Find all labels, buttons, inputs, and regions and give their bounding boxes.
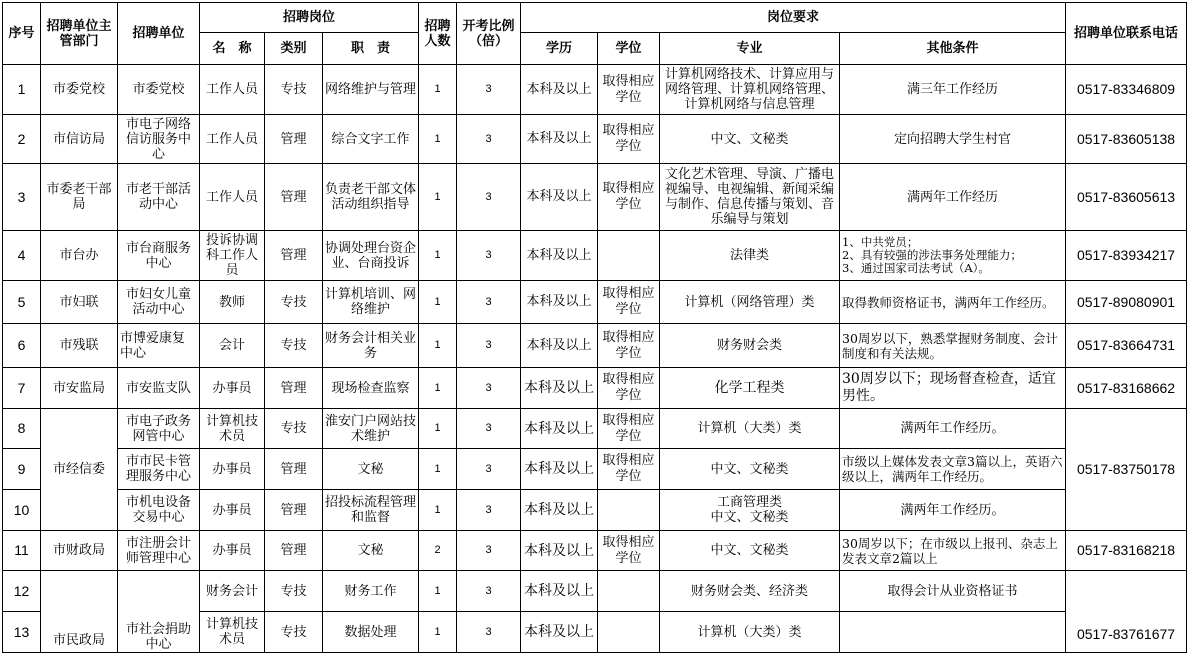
table-row: [3, 409, 1187, 449]
cell-post-duty: 淮安门户网站技术维护: [323, 409, 419, 449]
cell-post-type: 管理: [265, 115, 323, 164]
cell-edu: 本科及以上: [521, 164, 598, 231]
cell-count: 1: [419, 231, 457, 281]
table-row: [3, 281, 1187, 324]
cell-post-type: 管理: [265, 164, 323, 231]
recruitment-table: [2, 2, 1187, 653]
cell-post-name: 会计: [200, 324, 265, 368]
cell-degree: [598, 612, 660, 653]
header-other: 其他条件: [840, 33, 1066, 65]
cell-dept: 市经信委: [41, 409, 118, 531]
cell-seq: 3: [3, 164, 41, 231]
cell-unit: 市电子政务网管中心: [118, 409, 200, 449]
cell-dept: 市财政局: [41, 531, 118, 571]
cell-major: 计算机网络技术、计算应用与网络管理、计算机网络管理、计算机网络与信息管理: [660, 65, 840, 115]
cell-degree: 取得相应学位: [598, 115, 660, 164]
cell-major: 化学工程类: [660, 368, 840, 409]
header-unit: 招聘单位: [118, 3, 200, 65]
cell-unit: 市电子网络信访服务中心: [118, 115, 200, 164]
cell-edu: 本科及以上: [521, 231, 598, 281]
cell-degree: 取得相应学位: [598, 368, 660, 409]
cell-count: 1: [419, 115, 457, 164]
cell-degree: 取得相应学位: [598, 531, 660, 571]
table-row: [3, 164, 1187, 231]
cell-dept: 市信访局: [41, 115, 118, 164]
cell-seq: 9: [3, 449, 41, 490]
cell-post-type: 管理: [265, 368, 323, 409]
cell-major: 财务财会类: [660, 324, 840, 368]
cell-other: 30周岁以下，熟悉掌握财务制度、会计制度和有关法规。: [840, 324, 1066, 368]
cell-major: 工商管理类 中文、文秘类: [660, 490, 840, 531]
cell-post-type: 管理: [265, 531, 323, 571]
cell-post-name: 教师: [200, 281, 265, 324]
cell-edu: 本科及以上: [521, 409, 598, 449]
cell-post-type: 专技: [265, 281, 323, 324]
cell-dept: 市委党校: [41, 65, 118, 115]
cell-count: 1: [419, 324, 457, 368]
cell-edu: 本科及以上: [521, 65, 598, 115]
cell-degree: [598, 490, 660, 531]
header-dept: 招聘单位主管部门: [41, 3, 118, 65]
cell-unit: 市老干部活动中心: [118, 164, 200, 231]
cell-edu: 本科及以上: [521, 368, 598, 409]
cell-ratio: 3: [457, 449, 521, 490]
cell-unit: 市市民卡管理服务中心: [118, 449, 200, 490]
cell-phone: 0517-83750178: [1066, 409, 1187, 531]
cell-post-duty: 财务会计相关业务: [323, 324, 419, 368]
cell-post-type: 专技: [265, 324, 323, 368]
cell-count: 1: [419, 368, 457, 409]
cell-seq: 13: [3, 612, 41, 653]
cell-post-name: 计算机技术员: [200, 409, 265, 449]
cell-post-duty: 数据处理: [323, 612, 419, 653]
cell-unit: 市博爱康复中心: [118, 324, 200, 368]
cell-other: 取得会计从业资格证书: [840, 571, 1066, 612]
cell-ratio: 3: [457, 65, 521, 115]
cell-major: 中文、文秘类: [660, 531, 840, 571]
cell-degree: [598, 571, 660, 612]
cell-other: 满两年工作经历: [840, 164, 1066, 231]
cell-degree: [598, 231, 660, 281]
cell-other: [840, 612, 1066, 653]
cell-ratio: 3: [457, 324, 521, 368]
cell-dept: 市民政局: [41, 571, 118, 653]
header-phone: 招聘单位联系电话: [1066, 3, 1187, 65]
cell-ratio: 3: [457, 281, 521, 324]
cell-major: 中文、文秘类: [660, 115, 840, 164]
cell-degree: 取得相应学位: [598, 449, 660, 490]
cell-unit: 市社会捐助中心: [118, 571, 200, 653]
cell-ratio: 3: [457, 531, 521, 571]
cell-degree: 取得相应学位: [598, 324, 660, 368]
cell-post-duty: 文秘: [323, 531, 419, 571]
cell-ratio: 3: [457, 612, 521, 653]
table-row: [3, 324, 1187, 368]
table-row: [3, 231, 1187, 281]
cell-edu: 本科及以上: [521, 571, 598, 612]
cell-major: 计算机（网络管理）类: [660, 281, 840, 324]
cell-count: 1: [419, 409, 457, 449]
cell-other: 1、中共党员； 2、具有较强的涉法事务处理能力； 3、通过国家司法考试（A）。: [840, 231, 1066, 281]
header-major: 专业: [660, 33, 840, 65]
cell-count: 1: [419, 281, 457, 324]
header-seq: 序号: [3, 3, 41, 65]
cell-major: 计算机（大类）类: [660, 612, 840, 653]
header-row-1: [3, 3, 1187, 33]
cell-post-name: 财务会计: [200, 571, 265, 612]
cell-other: 满三年工作经历: [840, 65, 1066, 115]
cell-phone: 0517-83168662: [1066, 368, 1187, 409]
cell-post-type: 管理: [265, 231, 323, 281]
cell-post-duty: 现场检查监察: [323, 368, 419, 409]
cell-post-name: 办事员: [200, 531, 265, 571]
cell-degree: 取得相应学位: [598, 65, 660, 115]
cell-post-type: 专技: [265, 612, 323, 653]
cell-unit: 市机电设备交易中心: [118, 490, 200, 531]
cell-post-duty: 财务工作: [323, 571, 419, 612]
cell-degree: 取得相应学位: [598, 409, 660, 449]
cell-seq: 8: [3, 409, 41, 449]
cell-seq: 2: [3, 115, 41, 164]
header-degree: 学位: [598, 33, 660, 65]
cell-other: 满两年工作经历。: [840, 490, 1066, 531]
cell-edu: 本科及以上: [521, 324, 598, 368]
cell-post-type: 专技: [265, 409, 323, 449]
cell-post-duty: 网络维护与管理: [323, 65, 419, 115]
cell-degree: 取得相应学位: [598, 164, 660, 231]
cell-post-duty: 综合文字工作: [323, 115, 419, 164]
cell-edu: 本科及以上: [521, 115, 598, 164]
cell-dept: 市台办: [41, 231, 118, 281]
table-row: [3, 368, 1187, 409]
cell-seq: 7: [3, 368, 41, 409]
cell-major: 文化艺术管理、导演、广播电视编导、电视编辑、新闻采编与制作、信息传播与策划、音乐编导与策划: [660, 164, 840, 231]
cell-unit: 市注册会计师管理中心: [118, 531, 200, 571]
cell-other: 定向招聘大学生村官: [840, 115, 1066, 164]
cell-phone: 0517-83934217: [1066, 231, 1187, 281]
cell-post-duty: 协调处理台资企业、台商投诉: [323, 231, 419, 281]
header-post-duty: 职 责: [323, 33, 419, 65]
cell-count: 1: [419, 612, 457, 653]
cell-count: 1: [419, 490, 457, 531]
cell-seq: 11: [3, 531, 41, 571]
cell-phone: 0517-83761677: [1066, 571, 1187, 653]
cell-post-name: 办事员: [200, 368, 265, 409]
header-post-group: 招聘岗位: [200, 3, 419, 33]
cell-edu: 本科及以上: [521, 612, 598, 653]
cell-other: 市级以上媒体发表文章3篇以上，英语六级以上，满两年工作经历。: [840, 449, 1066, 490]
cell-post-duty: 文秘: [323, 449, 419, 490]
cell-post-type: 管理: [265, 490, 323, 531]
cell-seq: 4: [3, 231, 41, 281]
cell-phone: 0517-83664731: [1066, 324, 1187, 368]
cell-unit: 市妇女儿童活动中心: [118, 281, 200, 324]
cell-seq: 12: [3, 571, 41, 612]
header-edu: 学历: [521, 33, 598, 65]
cell-unit: 市委党校: [118, 65, 200, 115]
cell-unit: 市安监支队: [118, 368, 200, 409]
header-post-name: 名 称: [200, 33, 265, 65]
cell-phone: 0517-83346809: [1066, 65, 1187, 115]
cell-dept: 市委老干部局: [41, 164, 118, 231]
header-count: 招聘人数: [419, 3, 457, 65]
cell-ratio: 3: [457, 368, 521, 409]
cell-ratio: 3: [457, 164, 521, 231]
cell-degree: 取得相应学位: [598, 281, 660, 324]
cell-unit: 市台商服务中心: [118, 231, 200, 281]
cell-edu: 本科及以上: [521, 281, 598, 324]
cell-seq: 6: [3, 324, 41, 368]
cell-ratio: 3: [457, 571, 521, 612]
cell-post-duty: 负责老干部文体活动组织指导: [323, 164, 419, 231]
cell-dept: 市残联: [41, 324, 118, 368]
table-row: [3, 531, 1187, 571]
cell-seq: 5: [3, 281, 41, 324]
cell-edu: 本科及以上: [521, 490, 598, 531]
cell-edu: 本科及以上: [521, 531, 598, 571]
cell-post-name: 工作人员: [200, 164, 265, 231]
table-row: [3, 449, 1187, 490]
cell-count: 1: [419, 571, 457, 612]
cell-phone: 0517-83168218: [1066, 531, 1187, 571]
cell-phone: 0517-83605138: [1066, 115, 1187, 164]
cell-other: 满两年工作经历。: [840, 409, 1066, 449]
cell-post-type: 专技: [265, 571, 323, 612]
cell-count: 1: [419, 65, 457, 115]
cell-dept: 市安监局: [41, 368, 118, 409]
cell-post-duty: 招投标流程管理和监督: [323, 490, 419, 531]
cell-other: 取得教师资格证书，满两年工作经历。: [840, 281, 1066, 324]
header-req-group: 岗位要求: [521, 3, 1066, 33]
cell-phone: 0517-83605613: [1066, 164, 1187, 231]
cell-post-duty: 计算机培训、网络维护: [323, 281, 419, 324]
table-row: [3, 571, 1187, 612]
cell-ratio: 3: [457, 115, 521, 164]
cell-seq: 10: [3, 490, 41, 531]
cell-ratio: 3: [457, 490, 521, 531]
cell-major: 财务财会类、经济类: [660, 571, 840, 612]
cell-other: 30周岁以下；现场督查检查，适宜男性。: [840, 368, 1066, 409]
cell-ratio: 3: [457, 231, 521, 281]
cell-post-name: 工作人员: [200, 115, 265, 164]
table-row: [3, 65, 1187, 115]
table-row: [3, 490, 1187, 531]
cell-post-name: 工作人员: [200, 65, 265, 115]
cell-count: 2: [419, 531, 457, 571]
cell-phone: 0517-89080901: [1066, 281, 1187, 324]
cell-seq: 1: [3, 65, 41, 115]
cell-dept: 市妇联: [41, 281, 118, 324]
cell-other: 30周岁以下；在市级以上报刊、杂志上发表文章2篇以上: [840, 531, 1066, 571]
cell-count: 1: [419, 449, 457, 490]
cell-major: 中文、文秘类: [660, 449, 840, 490]
cell-ratio: 3: [457, 409, 521, 449]
cell-count: 1: [419, 164, 457, 231]
cell-post-type: 专技: [265, 65, 323, 115]
header-ratio: 开考比例（倍）: [457, 3, 521, 65]
cell-post-name: 办事员: [200, 490, 265, 531]
cell-post-type: 管理: [265, 449, 323, 490]
cell-major: 计算机（大类）类: [660, 409, 840, 449]
table-row: [3, 115, 1187, 164]
cell-edu: 本科及以上: [521, 449, 598, 490]
cell-post-name: 办事员: [200, 449, 265, 490]
cell-post-name: 投诉协调科工作人员: [200, 231, 265, 281]
cell-post-name: 计算机技术员: [200, 612, 265, 653]
header-post-type: 类别: [265, 33, 323, 65]
cell-major: 法律类: [660, 231, 840, 281]
